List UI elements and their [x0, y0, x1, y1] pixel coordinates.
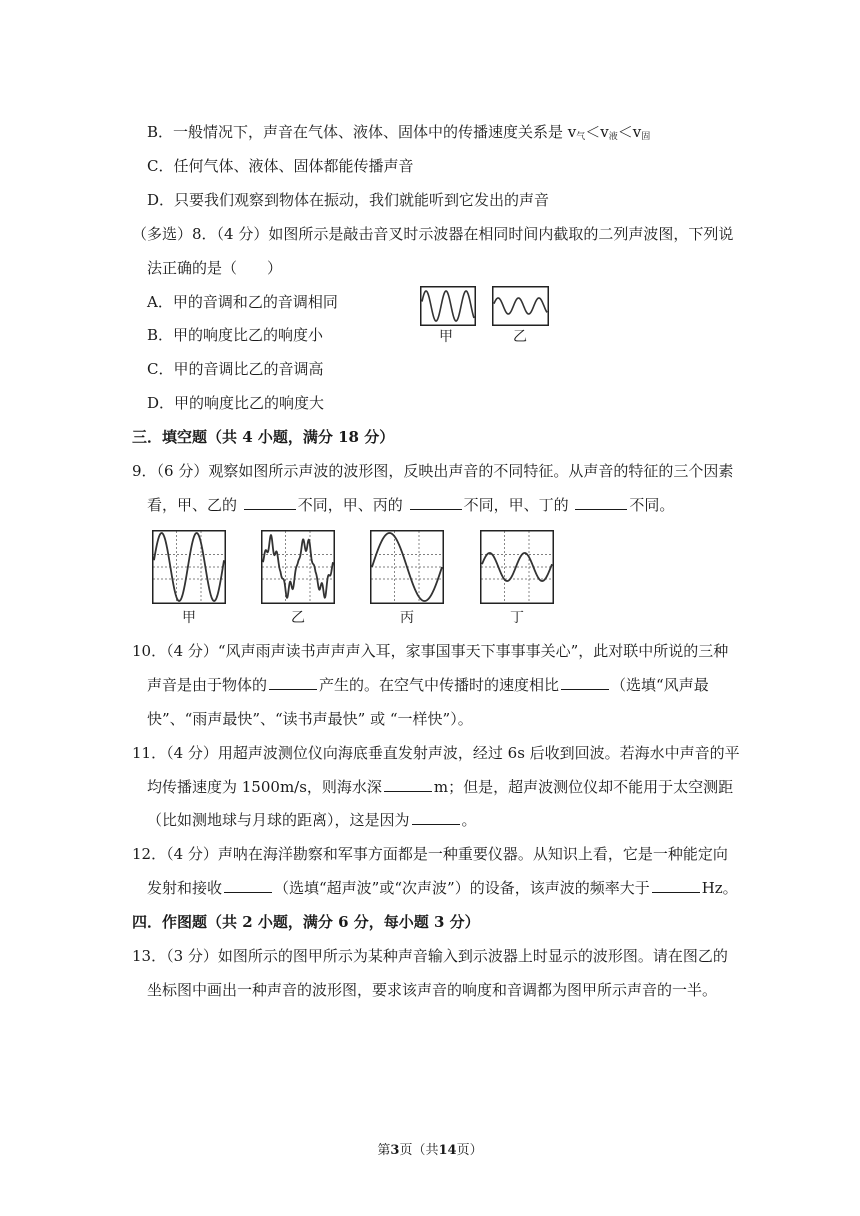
q9-blank-2 — [410, 495, 462, 510]
q9-line2: 看，甲、乙的 不同，甲、丙的 不同，甲、丁的 不同。 — [147, 496, 675, 514]
q12-blank-1 — [224, 878, 272, 893]
q10-blank-2 — [561, 675, 609, 690]
q8-stem-line2: 法正确的是（ ） — [147, 259, 283, 277]
q8-label-jia: 甲 — [439, 329, 453, 345]
q9-line1: 9．（6 分）观察如图所示声波的波形图，反映出声音的不同特征。从声音的特征的三个因素 — [132, 462, 734, 480]
q9-wave-ding — [480, 530, 554, 604]
q8-stem-line1: （多选）8．（4 分）如图所示是敲击音叉时示波器在相同时间内截取的二列声波图，下列说 — [132, 225, 734, 243]
page-footer: 第3页（共14页） — [377, 1143, 483, 1158]
q8-option-c: C．甲的音调比乙的音调高 — [147, 360, 324, 378]
q9-wave-bing — [370, 530, 444, 604]
q8-option-d: D．甲的响度比乙的响度大 — [147, 394, 325, 412]
q12-blank-2 — [652, 878, 700, 893]
q9-label-ding: 丁 — [510, 610, 524, 626]
q12-line2: 发射和接收 （选填“超声波”或“次声波”）的设备，该声波的频率大于 Hz。 — [147, 879, 738, 897]
q11-line3: （比如测地球与月球的距离），这是因为 。 — [147, 811, 477, 829]
q7-option-d: D．只要我们观察到物体在振动，我们就能听到它发出的声音 — [147, 191, 550, 209]
q10-blank-1 — [269, 675, 317, 690]
q9-wave-jia — [152, 530, 226, 604]
q9-label-yi: 乙 — [291, 610, 305, 626]
q9-blank-1 — [244, 495, 296, 510]
q11-blank-1 — [384, 777, 432, 792]
q8-wave-jia — [420, 286, 476, 326]
q9-label-jia: 甲 — [182, 610, 196, 626]
q7-option-c: C．任何气体、液体、固体都能传播声音 — [147, 157, 414, 175]
q11-line2: 均传播速度为 1500m/s，则海水深 m；但是，超声波测位仪却不能用于太空测距 — [147, 778, 734, 796]
q8-wave-yi — [492, 286, 549, 326]
q9-wave-yi — [261, 530, 335, 604]
q13-line1: 13．（3 分）如图所示的图甲所示为某种声音输入到示波器上时显示的波形图。请在图乙的 — [132, 947, 728, 965]
section-4-heading: 四．作图题（共 2 小题，满分 6 分，每小题 3 分） — [132, 913, 480, 931]
q8-option-a: A．甲的音调和乙的音调相同 — [147, 293, 338, 311]
section-3-heading: 三．填空题（共 4 小题，满分 18 分） — [132, 428, 395, 446]
q12-line1: 12．（4 分）声呐在海洋勘察和军事方面都是一种重要仪器。从知识上看，它是一种能定向 — [132, 845, 728, 863]
q10-line2: 声音是由于物体的 产生的。在空气中传播时的速度相比 （选填“风声最 — [147, 676, 709, 694]
q9-label-bing: 丙 — [400, 610, 414, 626]
q8-option-b: B．甲的响度比乙的响度小 — [147, 326, 324, 344]
q10-line3: 快”、“雨声最快”、“读书声最快” 或 “一样快”）。 — [147, 710, 473, 728]
q11-line1: 11．（4 分）用超声波测位仪向海底垂直发射声波，经过 6s 后收到回波。若海水中声音的平 — [132, 744, 740, 762]
q10-line1: 10．（4 分）“风声雨声读书声声声入耳，家事国事天下事事事关心”，此对联中所说的三种 — [132, 642, 729, 660]
q8-label-yi: 乙 — [513, 329, 527, 345]
q9-blank-3 — [575, 495, 627, 510]
q11-blank-2 — [412, 810, 460, 825]
q13-line2: 坐标图中画出一种声音的波形图，要求该声音的响度和音调都为图甲所示声音的一半。 — [147, 981, 718, 999]
q7-option-b: B．一般情况下，声音在气体、液体、固体中的传播速度关系是 $v_气<v_液<v_固$ — [147, 123, 651, 142]
